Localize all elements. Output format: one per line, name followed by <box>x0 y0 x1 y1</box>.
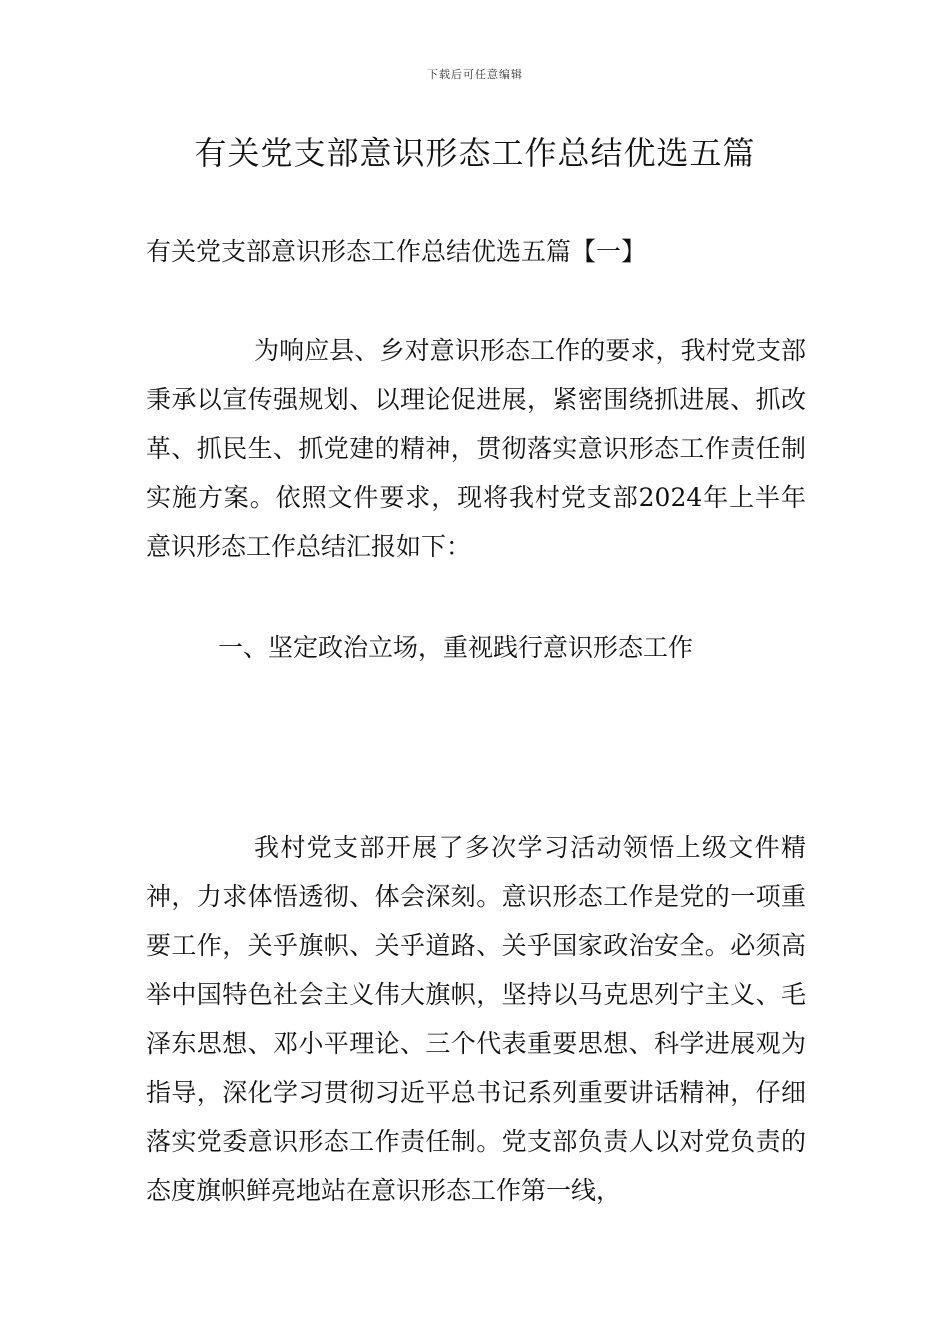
section-heading: 有关党支部意识形态工作总结优选五篇【一】 <box>146 237 647 266</box>
paragraph-body: 我村党支部开展了多次学习活动领悟上级文件精神，力求体悟透彻、体会深刻。意识形态工作是党的一项重要工作，关乎旗帜、关乎道路、关乎国家政治安全。必须高举中国特色社会主义伟大旗帜，坚持以马克思列宁主义、毛泽东思想、邓小平理论、三个代表重要思想、科学进展观为指导，深化学习贯彻习近平总书记系列重要讲话精神，仔细落实党委意识形态工作责任制。党支部负责人以对党负责的态度旗帜鲜亮地站在意识形态工作第一线， <box>146 833 806 1205</box>
paragraph-intro: 为响应县、乡对意识形态工作的要求，我村党支部秉承以宣传强规划、以理论促进展，紧密围绕抓进展、抓改革、抓民生、抓党建的精神，贯彻落实意识形态工作责任制实施方案。依照文件要求，现将我村党支部2024年上半年意识形态工作总结汇报如下： <box>146 336 806 561</box>
document-title: 有关党支部意识形态工作总结优选五篇 <box>194 134 756 172</box>
header-note: 下载后可任意编辑 <box>427 68 523 81</box>
subheading-1: 一、坚定政治立场，重视践行意识形态工作 <box>218 633 694 662</box>
